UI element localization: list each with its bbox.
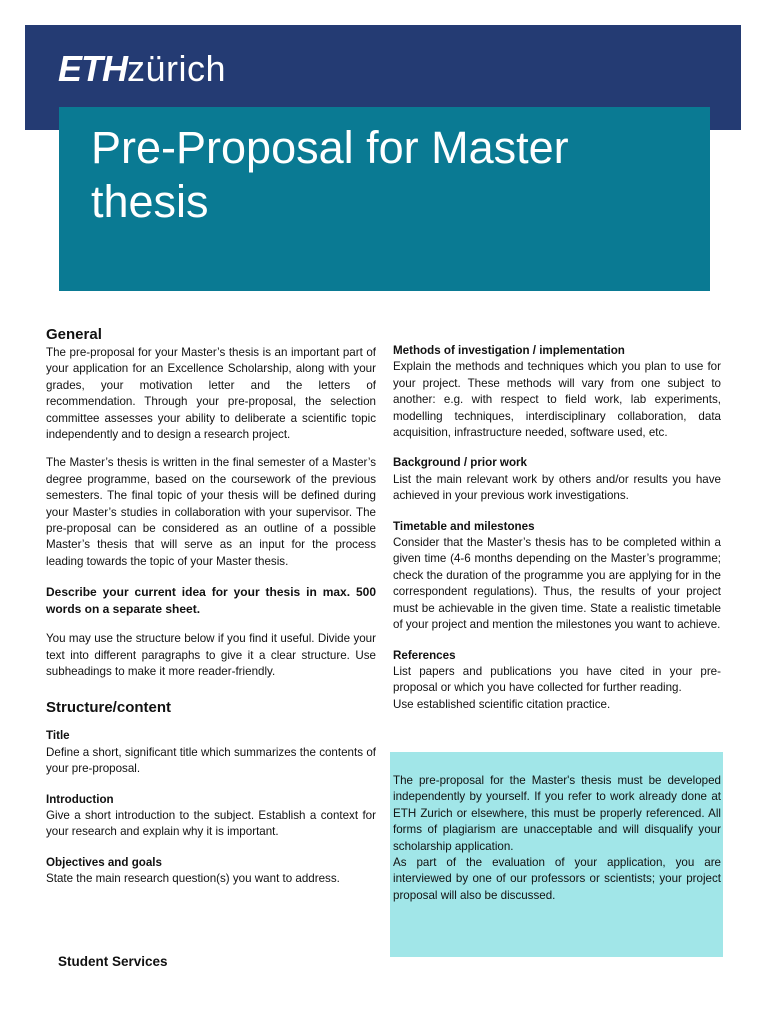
general-paragraph-1: The pre-proposal for your Master’s thesis is an important part of your application for an Excellence Scholarship, along with your grades, your motivation letter and the letters of recommendation. Through your pre-proposal, the selection committee assesses your ability to deliberate a scientific topic independently and to design a research project. — [46, 346, 376, 442]
eth-zurich-logo — [58, 49, 226, 89]
logo-eth-text: ETH — [58, 48, 127, 89]
title-subheading: Title — [46, 729, 70, 743]
timetable-subheading: Timetable and milestones — [393, 519, 535, 533]
structure-heading: Structure/content — [46, 699, 172, 717]
objectives-text: State the main research question(s) you want to address. — [46, 872, 340, 886]
general-paragraph-2: The Master’s thesis is written in the final semester of a Master’s degree programme, based on the coursework of the previous semesters. The final topic of your thesis will be defined during your Master’s studies in collaboration with your supervisor. The pre-proposal can be considered as an outline of a possible Master’s thesis that will serve as an input for the process leading towards the topic of your Master thesis. — [46, 456, 376, 568]
note-text — [393, 773, 721, 904]
general-paragraph-3: Describe your current idea for your thesis in max. 500 words on a separate sheet. — [46, 585, 376, 616]
introduction-text: Give a short introduction to the subject. Establish a context for your research and explain why it is important. — [46, 808, 376, 839]
methods-text: Explain the methods and techniques which you plan to use for your project. These methods will vary from one subject to another: e.g. with respect to field work, lab experiments, modelling techniques, interdisciplinary collaboration, data acquisition, infrastructure needed, software used, etc. — [393, 360, 721, 440]
background-text: List the main relevant work by others and/or results you have achieved in your previous work investigations. — [393, 472, 721, 503]
left-column — [46, 325, 376, 888]
title-text: Define a short, significant title which summarizes the contents of your pre-proposal. — [46, 745, 376, 776]
logo-zurich-text: zürich — [127, 48, 227, 89]
methods-subheading: Methods of investigation / implementation — [393, 344, 625, 357]
timetable-text: Consider that the Master’s thesis has to be completed within a given time (4-6 months depending on the Master’s programme; check the duration of the programme you are applying for in the correspondent regulations). Thus, the results of your project must be achievable in the given time. State a realistic timetable of your project and mention the milestones you want to achieve. — [393, 536, 721, 632]
references-text-2: Use established scientific citation practice. — [393, 697, 611, 711]
page-title: Pre-Proposal for Master thesis — [91, 122, 569, 227]
objectives-subheading: Objectives and goals — [46, 855, 162, 869]
plagiarism-note-box — [390, 752, 723, 957]
note-text-1: The pre-proposal for the Master's thesis must be developed independently by yourself. If you refer to work already done at ETH Zurich or elsewhere, this must be properly referenced. All forms of plagiarism are unacceptable and will disqualify your scholarship application. — [393, 774, 721, 853]
background-subheading: Background / prior work — [393, 456, 527, 470]
introduction-subheading: Introduction — [46, 792, 114, 806]
general-paragraph-4: You may use the structure below if you find it useful. Divide your text into different paragraphs to give it a clear structure. Use subheadings to make it more reader-friendly. — [46, 632, 376, 678]
title-box — [59, 107, 710, 291]
right-column — [393, 343, 721, 713]
footer-label: Student Services — [58, 954, 168, 969]
references-text: List papers and publications you have cited in your pre-proposal or which you have collected for further reading. — [393, 664, 721, 695]
general-heading: General — [46, 326, 102, 343]
references-subheading: References — [393, 648, 456, 662]
note-text-2: As part of the evaluation of your application, you are interviewed by one of our professors or scientists; your project proposal will also be discussed. — [393, 856, 721, 902]
